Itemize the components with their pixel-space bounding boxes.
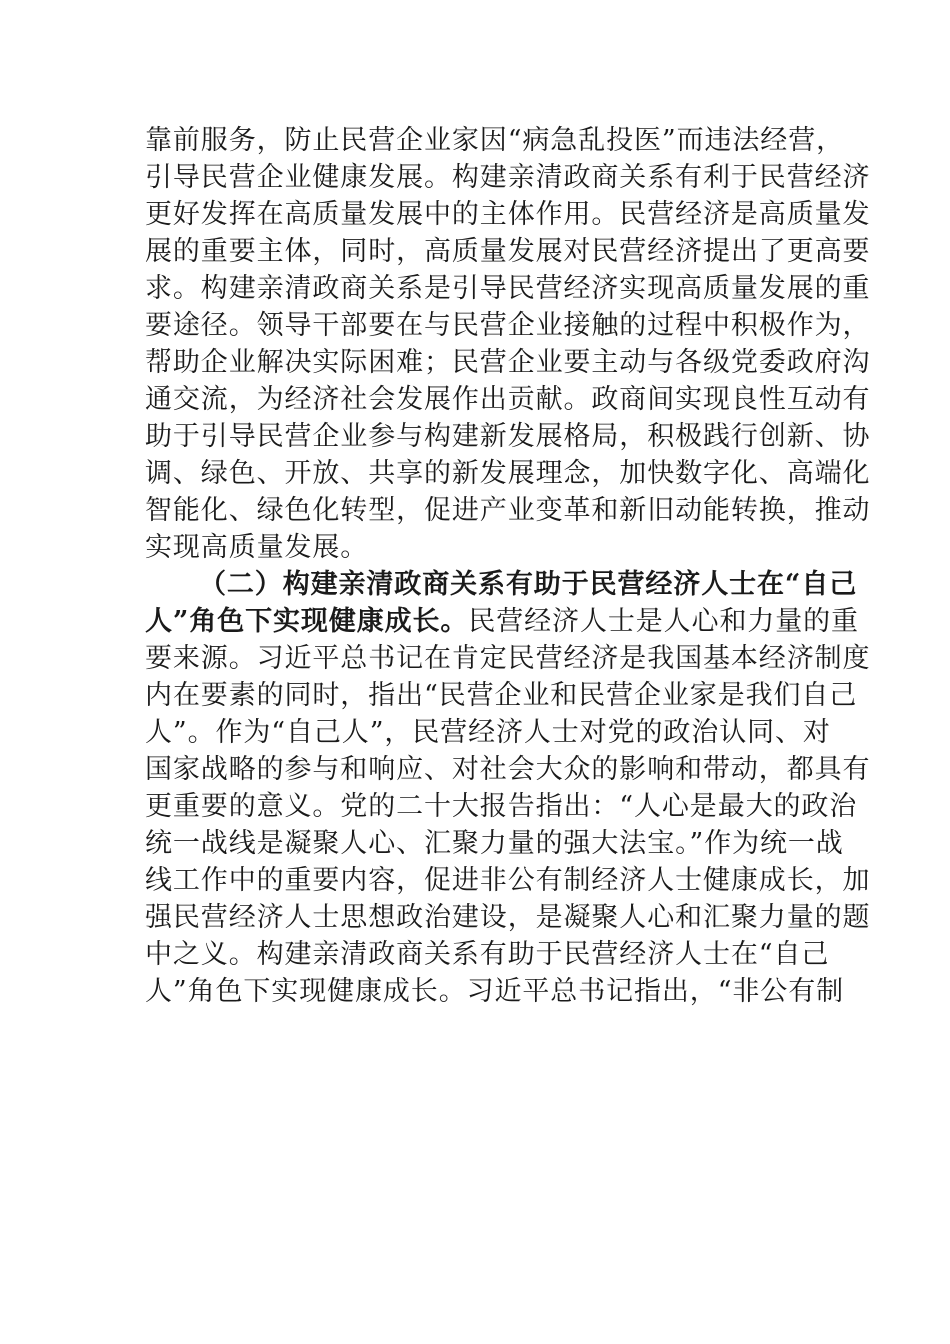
text-line: 调、绿色、开放、共享的新发展理念，加快数字化、高端化 — [145, 458, 871, 489]
text-line: 要来源。习近平总书记在肯定民营经济是我国基本经济制度 — [145, 643, 871, 674]
text-line: 线工作中的重要内容，促进非公有制经济人士健康成长，加 — [145, 865, 871, 896]
text-line: 人”。作为“自己人”，民营经济人士对党的政治认同、对 — [145, 717, 831, 748]
text-line: 强民营经济人士思想政治建设，是凝聚人心和汇聚力量的题 — [145, 902, 871, 933]
document-body — [145, 122, 871, 1010]
text-line: 求。构建亲清政商关系是引导民营经济实现高质量发展的重 — [145, 273, 871, 304]
text-line: 国家战略的参与和响应、对社会大众的影响和带动，都具有 — [145, 754, 871, 785]
text-line: 引导民营企业健康发展。构建亲清政商关系有利于民营经济 — [145, 162, 871, 193]
text-line: 人”角色下实现健康成长。习近平总书记指出，“非公有制 — [145, 976, 845, 1007]
text-line: 靠前服务，防止民营企业家因“病急乱投医”而违法经营， — [145, 125, 845, 156]
text-line — [145, 603, 859, 640]
section-heading-line: （二）构建亲清政商关系有助于民营经济人士在“自己 — [199, 569, 858, 600]
text-line: 智能化、绿色化转型，促进产业变革和新旧动能转换，推动 — [145, 495, 871, 526]
text-line: 中之义。构建亲清政商关系有助于民营经济人士在“自己 — [145, 939, 830, 970]
text-line-continuation: 民营经济人士是人心和力量的重 — [468, 606, 859, 637]
text-line: 帮助企业解决实际困难；民营企业要主动与各级党委政府沟 — [145, 347, 871, 378]
text-line: 实现高质量发展。 — [145, 532, 369, 563]
text-line: 更重要的意义。党的二十大报告指出：“人心是最大的政治 — [145, 791, 858, 822]
text-line: 展的重要主体，同时，高质量发展对民营经济提出了更高要 — [145, 236, 871, 267]
text-line: 统一战线是凝聚人心、汇聚力量的强大法宝。”作为统一战 — [145, 828, 844, 859]
text-line: 内在要素的同时，指出“民营企业和民营企业家是我们自己 — [145, 680, 858, 711]
text-line: 通交流，为经济社会发展作出贡献。政商间实现良性互动有 — [145, 384, 871, 415]
text-line: 要途径。领导干部要在与民营企业接触的过程中积极作为， — [145, 310, 871, 341]
section-heading-tail: 人”角色下实现健康成长。 — [145, 606, 469, 637]
text-line: 更好发挥在高质量发展中的主体作用。民营经济是高质量发 — [145, 199, 871, 230]
text-line: 助于引导民营企业参与构建新发展格局，积极践行创新、协 — [145, 421, 871, 452]
